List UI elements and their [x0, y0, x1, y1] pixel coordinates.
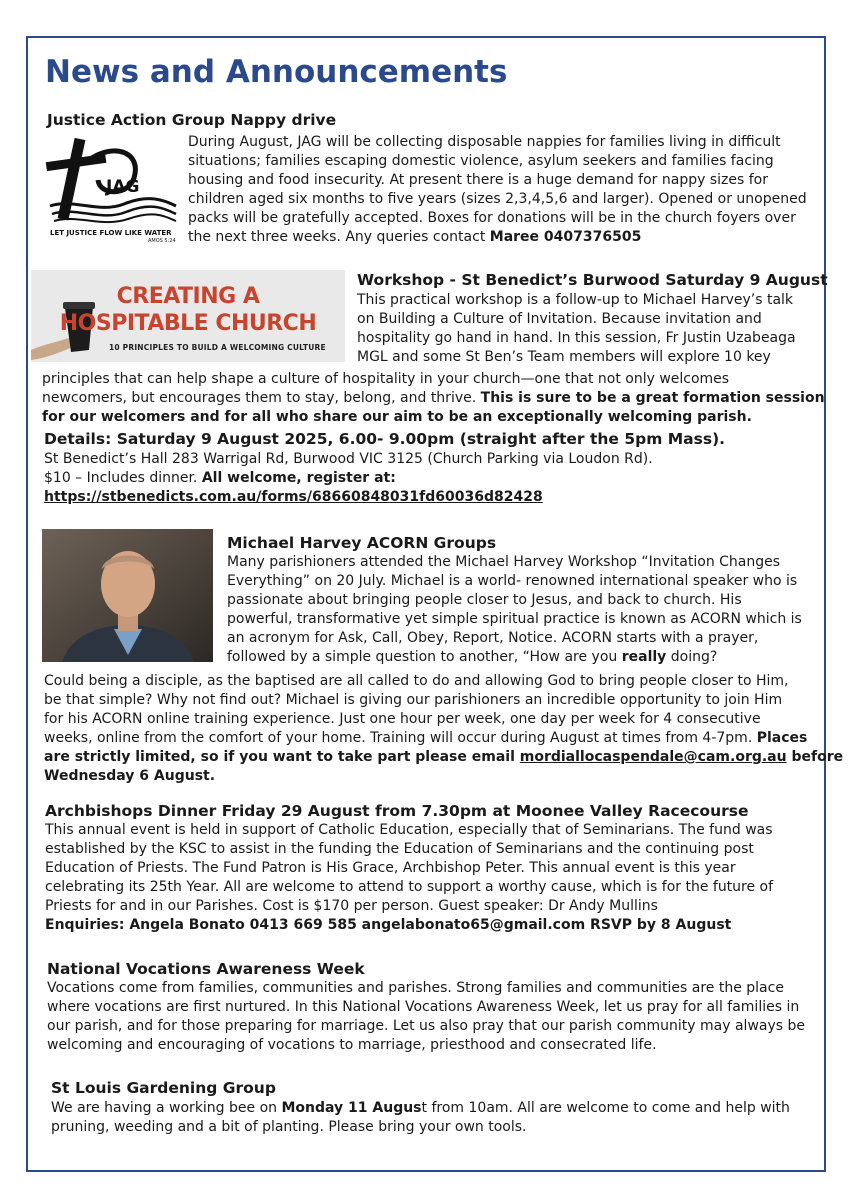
acorn-line: weeks, online from the comfort of your home. Training will occur during August at times from 4-7pm. Places: [44, 730, 808, 746]
acorn-line: Wednesday 6 August.: [44, 768, 216, 784]
workshop-details: [44, 450, 653, 507]
banner-subtitle: 10 PRINCIPLES TO BUILD A WELCOMING CULTURE: [109, 343, 326, 352]
jag-line: situations; families escaping domestic violence, asylum seekers and families facing: [188, 153, 774, 169]
vocations-line: welcoming and encouraging of vocations to marriage, priesthood and consecrated life.: [47, 1037, 657, 1053]
vocations-body: [47, 979, 805, 1055]
workshop-heading: Workshop - St Benedict’s Burwood Saturday 9 August: [357, 271, 828, 289]
vocations-heading: National Vocations Awareness Week: [47, 960, 365, 978]
workshop-register-link[interactable]: https://stbenedicts.com.au/forms/68660848031fd60036d82428: [44, 489, 543, 505]
acorn-line: are strictly limited, so if you want to take part please email mordiallocaspendale@cam.org.au before: [44, 749, 844, 765]
jag-line: packs will be gratefully accepted. Boxes for donations will be in the church foyers over: [188, 210, 796, 226]
dinner-line: This annual event is held in support of Catholic Education, especially that of Seminarians. The fund was: [45, 822, 773, 838]
workshop-intro: [357, 291, 796, 367]
dinner-heading: Archbishops Dinner Friday 29 August from 7.30pm at Moonee Valley Racecourse: [45, 802, 749, 820]
workshop-line: MGL and some St Ben’s Team members will explore 10 key: [357, 349, 771, 365]
acorn-line: Many parishioners attended the Michael Harvey Workshop “Invitation Changes: [227, 554, 781, 570]
acorn-body: [44, 672, 843, 786]
dinner-line: established by the KSC to assist in the funding the Education of Seminarians and the continuing post: [45, 841, 754, 857]
acorn-heading: Michael Harvey ACORN Groups: [227, 534, 497, 552]
acorn-line: an acronym for Ask, Call, Obey, Report, Notice. ACORN starts with a prayer,: [227, 630, 759, 646]
page-title: News and Announcements: [45, 54, 508, 90]
acorn-line: for his ACORN online training experience. Just one hour per week, one day per week for 4 consecutive: [44, 711, 761, 727]
vocations-line: our parish, and for those preparing for marriage. Let us also pray that our parish community may always be: [47, 1018, 806, 1034]
workshop-line: principles that can help shape a culture of hospitality in your church—one that not only welcomes: [42, 371, 730, 387]
dinner-line: Education of Priests. The Fund Patron is His Grace, Archbishop Peter. This annual event is this year: [45, 860, 736, 876]
acorn-line: Could being a disciple, as the baptised are all called to do and allowing God to bring people closer to Him,: [44, 673, 789, 689]
acorn-email-link[interactable]: mordiallocaspendale@cam.org.au: [519, 749, 787, 765]
jag-contact: Maree 0407376505: [489, 229, 642, 245]
jag-line: the next three weeks. Any queries contact Maree 0407376505: [188, 229, 642, 245]
dinner-enquiries: Enquiries: Angela Bonato 0413 669 585 angelabonato65@gmail.com RSVP by 8 August: [45, 917, 732, 933]
dinner-line: Priests for and in our Parishes. Cost is $170 per person. Guest speaker: Dr Andy Mullins: [45, 898, 658, 914]
michael-harvey-photo: [42, 529, 213, 662]
vocations-line: Vocations come from families, communities and parishes. Strong families and communities are the place: [47, 980, 784, 996]
workshop-banner: [31, 270, 345, 362]
workshop-body: [42, 370, 825, 427]
acorn-line: powerful, transformative yet simple spiritual practice is known as ACORN which is: [227, 611, 802, 627]
jag-logo-motto: LET JUSTICE FLOW LIKE WATER: [50, 229, 172, 237]
vocations-line: where vocations are first nurtured. In this National Vocations Awareness Week, let us pray for all families in: [47, 999, 800, 1015]
jag-logo: [44, 134, 180, 246]
workshop-address: St Benedict’s Hall 283 Warrigal Rd, Burwood VIC 3125 (Church Parking via Loudon Rd).: [44, 451, 653, 467]
banner-title-line2: HOSPITABLE CHURCH: [59, 311, 317, 336]
dinner-line: celebrating its 25th Year. All are welcome to attend to support a worthy cause, which is for the future of: [45, 879, 774, 895]
acorn-line: passionate about bringing people closer to Jesus, and back to church. His: [227, 592, 742, 608]
garden-line: pruning, weeding and a bit of planting. Please bring your own tools.: [51, 1119, 527, 1135]
workshop-line: for our welcomers and for all who share our aim to be an exceptionally welcoming parish.: [42, 409, 752, 425]
acorn-intro: [227, 553, 802, 667]
workshop-details-heading: Details: Saturday 9 August 2025, 6.00- 9.00pm (straight after the 5pm Mass).: [44, 430, 726, 448]
jag-logo-text: JAG: [106, 177, 140, 197]
workshop-line: hospitality go hand in hand. In this session, Fr Justin Uzabeaga: [357, 330, 796, 346]
jag-line: children aged six months to five years (sizes 2,3,4,5,6 and larger). Opened or unopened: [188, 191, 807, 207]
workshop-line: on Building a Culture of Invitation. Because invitation and: [357, 311, 762, 327]
garden-line: We are having a working bee on Monday 11 August from 10am. All are welcome to come and help with: [51, 1100, 790, 1116]
acorn-line: Everything” on 20 July. Michael is a world- renowned international speaker who is: [227, 573, 798, 589]
banner-title-line1: CREATING A: [116, 284, 260, 309]
jag-logo-ref: AMOS 5:24: [148, 238, 176, 244]
garden-heading: St Louis Gardening Group: [51, 1079, 276, 1097]
garden-body: [51, 1099, 790, 1137]
workshop-line: This practical workshop is a follow-up to Michael Harvey’s talk: [357, 292, 794, 308]
jag-heading: Justice Action Group Nappy drive: [47, 111, 337, 129]
jag-line: During August, JAG will be collecting disposable nappies for families living in difficult: [188, 134, 781, 150]
acorn-line: followed by a simple question to another, “How are you really doing?: [227, 649, 718, 665]
dinner-body: [45, 821, 773, 935]
workshop-price: $10 – Includes dinner. All welcome, register at:: [44, 470, 396, 486]
acorn-line: be that simple? Why not find out? Michael is giving our parishioners an incredible opportunity to join Him: [44, 692, 783, 708]
jag-body: [188, 133, 807, 247]
workshop-line: newcomers, but encourages them to stay, belong, and thrive. This is sure to be a great formation session: [42, 390, 825, 406]
jag-line: housing and food insecurity. At present there is a huge demand for nappy sizes for: [188, 172, 768, 188]
